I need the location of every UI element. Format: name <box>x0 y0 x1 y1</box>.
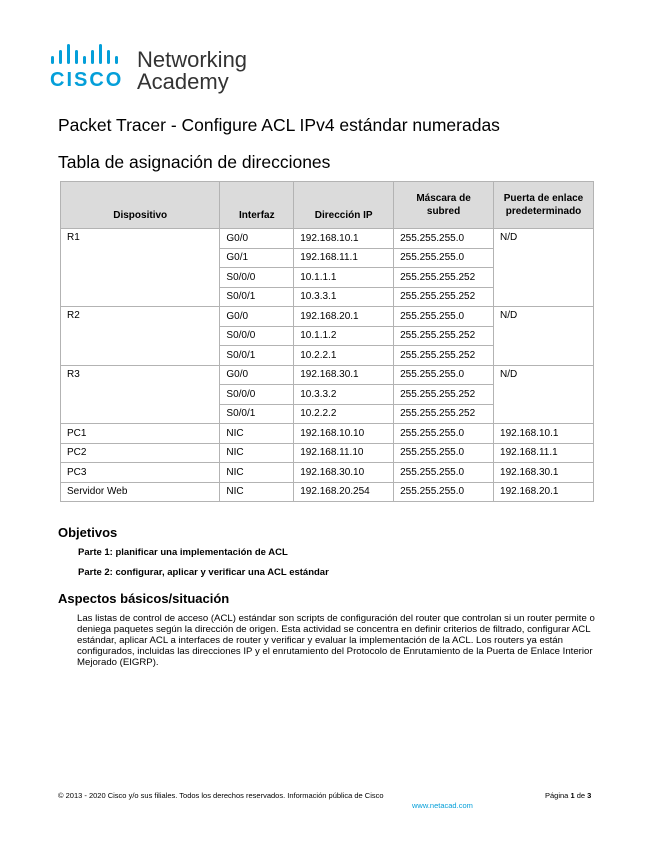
table-row <box>61 482 594 502</box>
cell-mask: 255.255.255.0 <box>394 229 494 249</box>
footer-url-link[interactable]: www.netacad.com <box>412 801 473 810</box>
cell-ip: 10.1.1.1 <box>294 268 394 288</box>
cell-interface: NIC <box>220 482 294 502</box>
cell-gateway: 192.168.11.1 <box>494 443 594 463</box>
cell-gateway: 192.168.30.1 <box>494 463 594 483</box>
cell-interface: S0/0/1 <box>220 404 294 424</box>
objectives-heading: Objetivos <box>58 525 118 540</box>
background-paragraph: Las listas de control de acceso (ACL) estándar son scripts de configuración del router que controlan si un router permite o deniega paquetes según la dirección de origen. Esta actividad se concentra en definir criterios de filtrado, configurar ACL estándar, aplicar ACL a interfaces de router y verificar y evaluar la implementación de la ACL. Los routers ya están configurados, incluidas las direcciones IP y el enrutamiento del Protocolo de Enrutamiento de la Puerta de Enlace Interior Mejorado (EIGRP). <box>77 613 595 668</box>
table-row <box>61 307 594 327</box>
cell-interface: S0/0/0 <box>220 385 294 405</box>
cell-mask: 255.255.255.0 <box>394 443 494 463</box>
cell-interface: S0/0/0 <box>220 326 294 346</box>
cell-mask: 255.255.255.252 <box>394 346 494 366</box>
cell-device: PC2 <box>61 443 220 463</box>
cell-ip: 192.168.20.1 <box>294 307 394 327</box>
header-mask: Máscara de subred <box>394 182 494 229</box>
cell-device: PC1 <box>61 424 220 444</box>
page-of: de <box>576 791 586 800</box>
cell-ip: 10.3.3.1 <box>294 287 394 307</box>
cell-interface: G0/0 <box>220 307 294 327</box>
cell-gateway: N/D <box>494 365 594 424</box>
cell-mask: 255.255.255.0 <box>394 365 494 385</box>
table-row <box>61 229 594 249</box>
cell-ip: 10.2.2.2 <box>294 404 394 424</box>
page-prefix: Página <box>545 791 569 800</box>
cell-ip: 192.168.10.10 <box>294 424 394 444</box>
cell-interface: G0/0 <box>220 365 294 385</box>
cell-interface: S0/0/1 <box>220 287 294 307</box>
cell-ip: 192.168.20.254 <box>294 482 394 502</box>
cell-ip: 10.1.1.2 <box>294 326 394 346</box>
address-table-title: Tabla de asignación de direcciones <box>58 152 331 172</box>
logo-brand: CISCO <box>50 69 124 91</box>
cell-mask: 255.255.255.0 <box>394 307 494 327</box>
table-row <box>61 443 594 463</box>
header-ip: Dirección IP <box>294 182 394 229</box>
header-interface: Interfaz <box>220 182 294 229</box>
cell-mask: 255.255.255.252 <box>394 287 494 307</box>
header-gateway: Puerta de enlace predeterminado <box>494 182 594 229</box>
cell-device: R3 <box>61 365 220 424</box>
table-row <box>61 365 594 385</box>
cell-mask: 255.255.255.0 <box>394 424 494 444</box>
cell-interface: NIC <box>220 463 294 483</box>
table-header-row <box>61 182 594 229</box>
cell-mask: 255.255.255.252 <box>394 385 494 405</box>
table-row <box>61 463 594 483</box>
background-heading: Aspectos básicos/situación <box>58 591 230 606</box>
cell-mask: 255.255.255.0 <box>394 482 494 502</box>
cell-mask: 255.255.255.252 <box>394 268 494 288</box>
cell-ip: 192.168.30.10 <box>294 463 394 483</box>
cisco-networking-academy-logo <box>50 44 270 96</box>
page-current: 1 <box>570 791 575 800</box>
cell-gateway: 192.168.20.1 <box>494 482 594 502</box>
objective-part-1: Parte 1: planificar una implementación de ACL <box>78 547 288 558</box>
cell-gateway: 192.168.10.1 <box>494 424 594 444</box>
footer-copyright: © 2013 - 2020 Cisco y/o sus filiales. Todos los derechos reservados. Información pública de Cisco <box>58 791 384 800</box>
cell-gateway: N/D <box>494 307 594 366</box>
cell-interface: NIC <box>220 424 294 444</box>
cell-ip: 192.168.11.10 <box>294 443 394 463</box>
objective-part-2: Parte 2: configurar, aplicar y verificar una ACL estándar <box>78 567 329 578</box>
cell-interface: G0/1 <box>220 248 294 268</box>
cell-ip: 192.168.10.1 <box>294 229 394 249</box>
cell-mask: 255.255.255.0 <box>394 463 494 483</box>
logo-line-academy: Academy <box>137 69 229 94</box>
page-number <box>545 791 591 800</box>
cell-device: Servidor Web <box>61 482 220 502</box>
cell-interface: S0/0/1 <box>220 346 294 366</box>
cell-gateway: N/D <box>494 229 594 307</box>
cell-mask: 255.255.255.0 <box>394 248 494 268</box>
document-title: Packet Tracer - Configure ACL IPv4 estándar numeradas <box>58 115 500 135</box>
cell-device: R1 <box>61 229 220 307</box>
addressing-table <box>60 181 594 502</box>
cell-interface: G0/0 <box>220 229 294 249</box>
cell-device: R2 <box>61 307 220 366</box>
cisco-bars-logo-icon <box>50 44 130 72</box>
cell-mask: 255.255.255.252 <box>394 404 494 424</box>
logo-line-networking: Networking <box>137 47 248 72</box>
cell-ip: 10.3.3.2 <box>294 385 394 405</box>
cell-ip: 192.168.11.1 <box>294 248 394 268</box>
cell-interface: NIC <box>220 443 294 463</box>
cell-interface: S0/0/0 <box>220 268 294 288</box>
page-total: 3 <box>587 791 592 800</box>
header-device: Dispositivo <box>61 182 220 229</box>
cell-device: PC3 <box>61 463 220 483</box>
cell-ip: 192.168.30.1 <box>294 365 394 385</box>
cell-mask: 255.255.255.252 <box>394 326 494 346</box>
table-row <box>61 424 594 444</box>
cell-ip: 10.2.2.1 <box>294 346 394 366</box>
